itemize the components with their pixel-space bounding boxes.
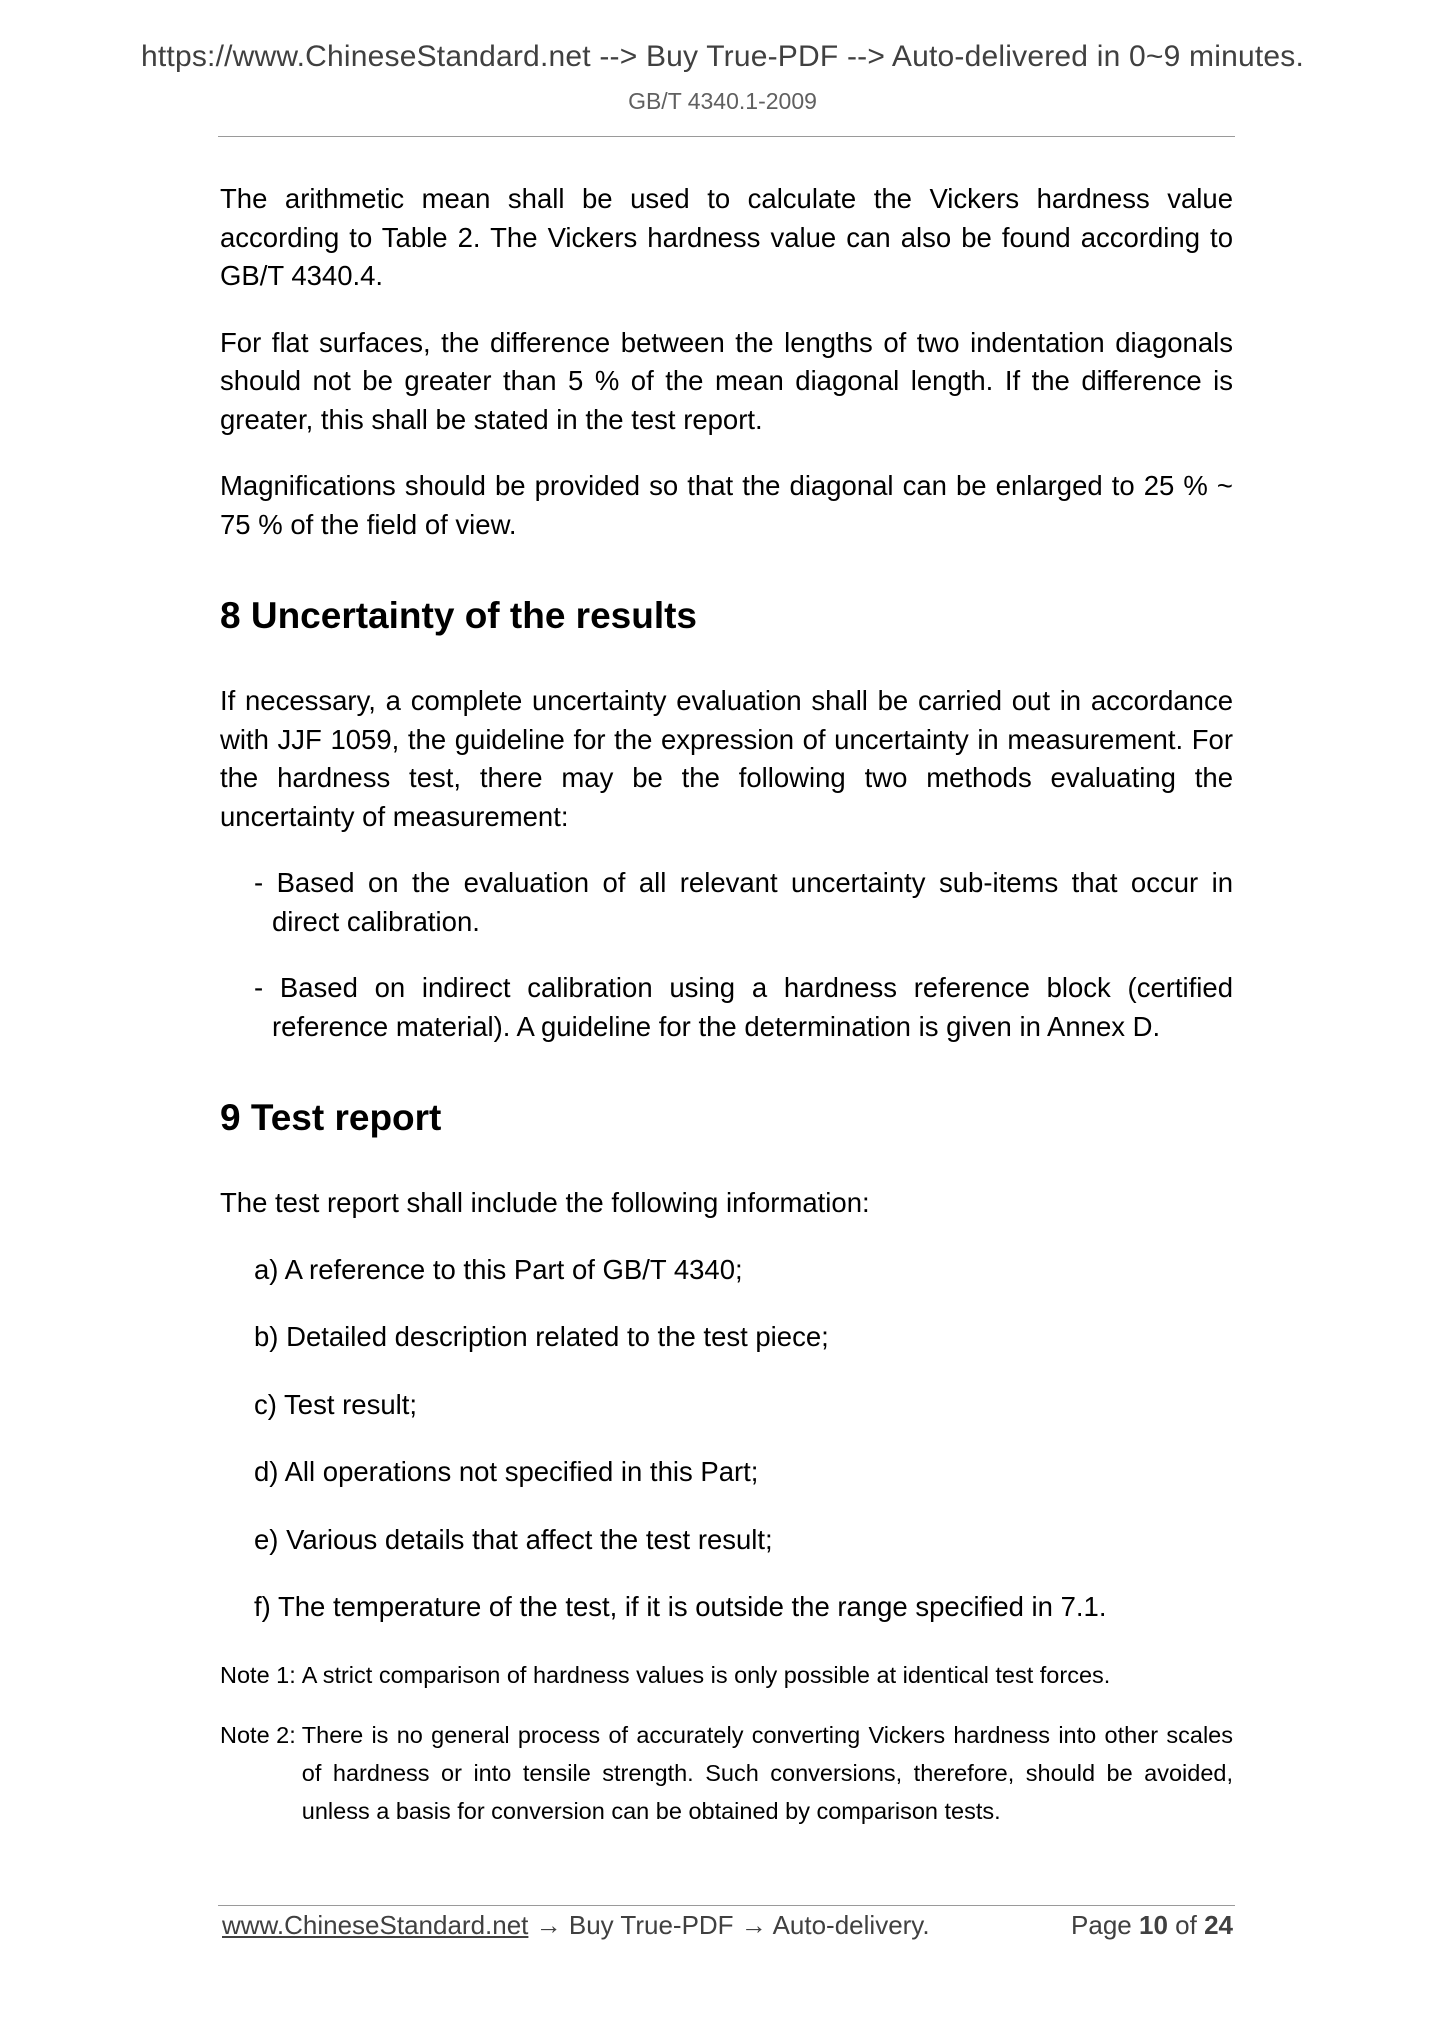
footer-promo xyxy=(222,1910,930,1941)
header-divider xyxy=(218,136,1235,137)
uncertainty-method-item: - Based on the evaluation of all relevant uncertainty sub-items that occur in direct calibration. xyxy=(254,867,1233,937)
total-pages: 24 xyxy=(1204,1910,1233,1940)
of-word: of xyxy=(1175,1910,1197,1940)
report-list-item: d) All operations not specified in this Part; xyxy=(254,1456,759,1487)
paragraph-magnifications: Magnifications should be provided so that the diagonal can be enlarged to 25 % ~ 75 % of the field of view. xyxy=(220,470,1233,540)
report-list-item: f) The temperature of the test, if it is outside the range specified in 7.1. xyxy=(254,1591,1107,1622)
uncertainty-method-item: - Based on indirect calibration using a hardness reference block (certified reference material). A guideline for the determination is given in Annex D. xyxy=(254,972,1233,1042)
page-number: 10 xyxy=(1139,1910,1168,1940)
report-list-item: e) Various details that affect the test result; xyxy=(254,1523,773,1555)
page-word: Page xyxy=(1071,1910,1132,1940)
note-text: A strict comparison of hardness values is only possible at identical test forces. xyxy=(301,1661,1111,1688)
top-banner: https://www.ChineseStandard.net --> Buy True-PDF --> Auto-delivered in 0~9 minutes. xyxy=(141,40,1304,73)
section-9-intro: The test report shall include the following information: xyxy=(220,1187,870,1218)
note-label: Note 2: xyxy=(220,1721,296,1748)
paragraph-arithmetic-mean: The arithmetic mean shall be used to calculate the Vickers hardness value according to Table 2. The Vickers hardness value can also be found according to GB/T 4340.4. xyxy=(220,183,1233,291)
note-1 xyxy=(220,1656,1233,1694)
note-text: There is no general process of accurately converting Vickers hardness into other scales of hardness or into tensile strength. Such conversions, therefore, should be avoided, unless a basis for conversion can be obtained by comparison tests. xyxy=(301,1721,1233,1824)
footer-divider xyxy=(218,1905,1235,1906)
footer-site-link[interactable]: www.ChineseStandard.net xyxy=(222,1910,529,1940)
note-label: Note 1: xyxy=(220,1661,296,1688)
section-8-intro: If necessary, a complete uncertainty evaluation shall be carried out in accordance with JJF 1059, the guideline for the expression of uncertainty in measurement. For the hardness test, there may be the following two methods evaluating the uncertainty of measurement: xyxy=(220,685,1233,832)
report-list-item: b) Detailed description related to the test piece; xyxy=(254,1321,829,1352)
section-9-heading: 9 Test report xyxy=(220,1097,442,1138)
report-list-item: a) A reference to this Part of GB/T 4340; xyxy=(254,1253,743,1285)
section-8-heading: 8 Uncertainty of the results xyxy=(220,595,698,636)
paragraph-flat-surfaces: For flat surfaces, the difference between the lengths of two indentation diagonals should not be greater than 5 % of the mean diagonal length. If the difference is greater, this shall be stated in the test report. xyxy=(220,326,1233,435)
standard-code: GB/T 4340.1-2009 xyxy=(628,88,817,114)
page-body xyxy=(220,180,1233,1852)
report-list-item: c) Test result; xyxy=(254,1388,418,1420)
footer-delivery-text: → Buy True-PDF → Auto-delivery. xyxy=(528,1910,930,1940)
note-2 xyxy=(220,1716,1233,1830)
page-indicator xyxy=(1071,1910,1233,1941)
